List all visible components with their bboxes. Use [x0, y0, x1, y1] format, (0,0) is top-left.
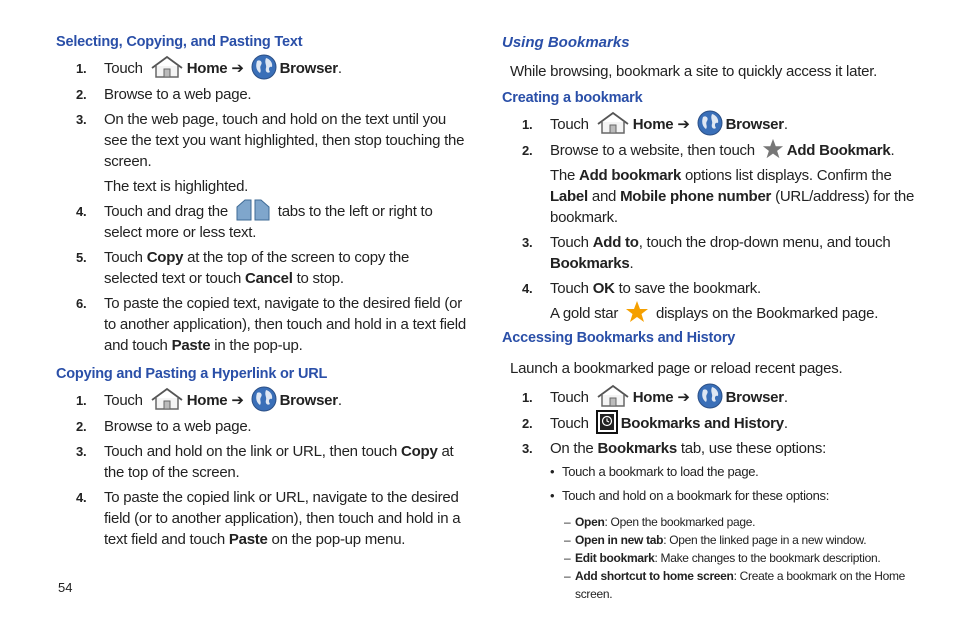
- step-text: To paste the copied link or URL, navigate to the desired field (or to another application), then touch and hold in a text field and touch: [104, 489, 461, 549]
- dash-icon: –: [564, 533, 571, 548]
- para-text: and: [587, 188, 621, 206]
- step-3-result: The text is highlighted.: [104, 178, 249, 196]
- section-heading-selecting-text: Selecting, Copying, and Pasting Text: [56, 34, 303, 50]
- step-text: Browse to a web page.: [104, 86, 252, 104]
- browser-globe-icon: [697, 383, 723, 409]
- copy-label: Copy: [401, 443, 438, 461]
- bookmarks-label: Bookmarks: [550, 255, 630, 273]
- option-item: [502, 549, 922, 567]
- paste-label: Paste: [171, 337, 211, 355]
- step-4: [56, 201, 466, 243]
- punct: .: [783, 389, 788, 407]
- step-text: To paste the copied text, navigate to the desired field (or to another application), then touch and hold in a text field and touch: [104, 295, 466, 355]
- arrow-icon: ➔: [677, 389, 690, 407]
- home-icon: [150, 55, 184, 79]
- gold-star-icon: [625, 300, 649, 324]
- step-text: tabs to the left or right to select more or less text.: [104, 203, 433, 242]
- step-2: [502, 140, 922, 161]
- dash-icon: –: [564, 569, 571, 584]
- option-item: [502, 567, 922, 603]
- step-text: Touch and drag the: [104, 203, 228, 221]
- punct: .: [783, 415, 788, 433]
- home-label: Home: [186, 392, 228, 410]
- step-number: 1.: [522, 390, 533, 406]
- arrow-icon: ➔: [231, 60, 244, 77]
- bookmarks-history-icon: [596, 410, 618, 434]
- step-number: 2.: [76, 87, 87, 103]
- arrow-icon: ➔: [677, 116, 690, 133]
- step-text: Touch: [550, 116, 589, 133]
- step-text: Browse to a website, then touch: [550, 142, 755, 160]
- home-icon: [596, 111, 630, 135]
- step-3: [502, 232, 922, 274]
- step-number: 2.: [522, 416, 533, 432]
- bullet-text: Touch a bookmark to load the page.: [562, 464, 759, 480]
- punct: .: [783, 116, 788, 133]
- browser-label: Browser: [279, 392, 338, 410]
- option-desc: : Open the linked page in a new window.: [663, 533, 867, 548]
- step-text: Touch: [104, 60, 143, 77]
- option-desc: : Open the bookmarked page.: [604, 515, 756, 530]
- option-list: [502, 513, 922, 603]
- option-item: [502, 513, 922, 531]
- step-text: Touch and hold on the link or URL, then touch: [104, 443, 402, 461]
- step-4: [56, 487, 466, 550]
- punct: .: [890, 142, 895, 160]
- step-text: , touch the drop-down menu, and touch: [638, 234, 891, 252]
- home-label: Home: [632, 389, 674, 407]
- option-desc: : Create a bookmark on the Home screen.: [575, 569, 906, 602]
- para-text: options list displays. Confirm the: [681, 167, 892, 185]
- bullet-text: Touch and hold on a bookmark for these options:: [562, 488, 830, 504]
- ok-label: OK: [592, 280, 615, 298]
- step-number: 3.: [76, 112, 87, 128]
- bullet-icon: •: [550, 488, 555, 504]
- label-label: Label: [550, 188, 588, 206]
- step-text: Browse to a web page.: [104, 418, 252, 436]
- para-text: displays on the Bookmarked page.: [655, 305, 879, 323]
- step-number: 1.: [76, 393, 87, 409]
- bullet-item: [502, 463, 922, 481]
- para-text: (URL/address) for the bookmark.: [550, 188, 915, 227]
- home-label: Home: [632, 116, 674, 133]
- step-6: [56, 293, 466, 356]
- step-number: 3.: [522, 441, 533, 457]
- bookmarks-label: Bookmarks: [597, 440, 677, 458]
- para-text: A gold star: [550, 305, 619, 323]
- para-text: The: [550, 167, 580, 185]
- step-number: 3.: [76, 444, 87, 460]
- step-1: [502, 114, 922, 136]
- punct: .: [337, 392, 342, 410]
- punct: .: [629, 255, 634, 273]
- step-number: 4.: [76, 204, 87, 220]
- option-term: Add shortcut to home screen: [575, 569, 734, 584]
- step-text: tab, use these options:: [676, 440, 827, 458]
- step-number: 2.: [76, 419, 87, 435]
- bookmarks-history-label: Bookmarks and History: [620, 415, 784, 433]
- step-text: in the pop-up.: [210, 337, 303, 355]
- step-2: [56, 416, 466, 437]
- step-text: Touch: [104, 392, 143, 410]
- bullet-item: [502, 487, 922, 505]
- home-icon: [596, 384, 630, 408]
- add-bookmark-label: Add Bookmark: [786, 142, 891, 160]
- step-3: [56, 441, 466, 483]
- home-icon: [150, 387, 184, 411]
- paste-label: Paste: [228, 531, 268, 549]
- step-2: [502, 413, 922, 434]
- step-number: 2.: [522, 143, 533, 159]
- step-text: On the web page, touch and hold on the text until you see the text you want highlighted, then stop touching the screen.: [104, 111, 465, 171]
- intro-text: Launch a bookmarked page or reload recent pages.: [510, 360, 843, 378]
- home-label: Home: [186, 60, 228, 77]
- step-number: 3.: [522, 235, 533, 251]
- page-number: 54: [58, 580, 73, 595]
- add-bookmark-label: Add bookmark: [579, 167, 682, 185]
- section-heading-creating-bookmark: Creating a bookmark: [502, 90, 643, 106]
- step-text: to stop.: [292, 270, 344, 288]
- section-title-using-bookmarks: Using Bookmarks: [502, 34, 630, 51]
- step-4-result: [502, 303, 922, 324]
- step-3: [56, 109, 466, 172]
- step-text: to save the bookmark.: [614, 280, 761, 298]
- step-text: Touch: [550, 280, 593, 298]
- step-text: Touch: [550, 389, 589, 407]
- copy-label: Copy: [146, 249, 184, 267]
- section-heading-accessing-bookmarks: Accessing Bookmarks and History: [502, 330, 736, 347]
- option-desc: : Make changes to the bookmark description.: [654, 551, 881, 566]
- browser-globe-icon: [251, 386, 277, 412]
- left-column: [56, 34, 466, 554]
- cancel-label: Cancel: [245, 270, 293, 288]
- right-column: [502, 34, 922, 603]
- step-number: 5.: [76, 250, 87, 266]
- step-number: 1.: [76, 61, 87, 76]
- bullet-icon: •: [550, 464, 555, 480]
- option-item: [502, 531, 922, 549]
- step-1: [502, 387, 922, 409]
- step-text: at the top of the screen to copy the selected text or touch: [104, 249, 410, 288]
- browser-label: Browser: [725, 389, 784, 407]
- step-1: [56, 390, 466, 412]
- step-3: [502, 438, 922, 459]
- step-4: [502, 278, 922, 299]
- text-selection-tab-icon: [235, 199, 271, 221]
- step-number: 1.: [522, 117, 533, 132]
- step-text: Touch: [104, 249, 147, 267]
- step-text: On the: [550, 440, 598, 458]
- step-text: on the pop-up menu.: [267, 531, 406, 549]
- step-number: 4.: [76, 490, 87, 506]
- step-2: [56, 84, 466, 105]
- arrow-icon: ➔: [231, 392, 244, 410]
- step-text: Touch: [550, 415, 589, 433]
- browser-label: Browser: [279, 60, 338, 77]
- step-number: 6.: [76, 296, 87, 312]
- intro-text: While browsing, bookmark a site to quickly access it later.: [510, 63, 878, 80]
- option-term: Edit bookmark: [575, 551, 655, 566]
- option-term: Open: [575, 515, 605, 530]
- step-number: 4.: [522, 281, 533, 297]
- dash-icon: –: [564, 515, 571, 530]
- add-to-label: Add to: [592, 234, 639, 252]
- mobile-number-label: Mobile phone number: [620, 188, 772, 206]
- step-1: [56, 58, 466, 80]
- step-5: [56, 247, 466, 289]
- dash-icon: –: [564, 551, 571, 566]
- step-2-result: [502, 165, 922, 228]
- browser-globe-icon: [697, 110, 723, 136]
- punct: .: [337, 60, 342, 77]
- step-text: Touch: [550, 234, 593, 252]
- option-term: Open in new tab: [575, 533, 664, 548]
- section-heading-copying-hyperlink: Copying and Pasting a Hyperlink or URL: [56, 366, 328, 383]
- browser-label: Browser: [725, 116, 784, 133]
- browser-globe-icon: [251, 54, 277, 80]
- step-text: at the top of the screen.: [104, 443, 454, 482]
- star-icon: [762, 138, 784, 160]
